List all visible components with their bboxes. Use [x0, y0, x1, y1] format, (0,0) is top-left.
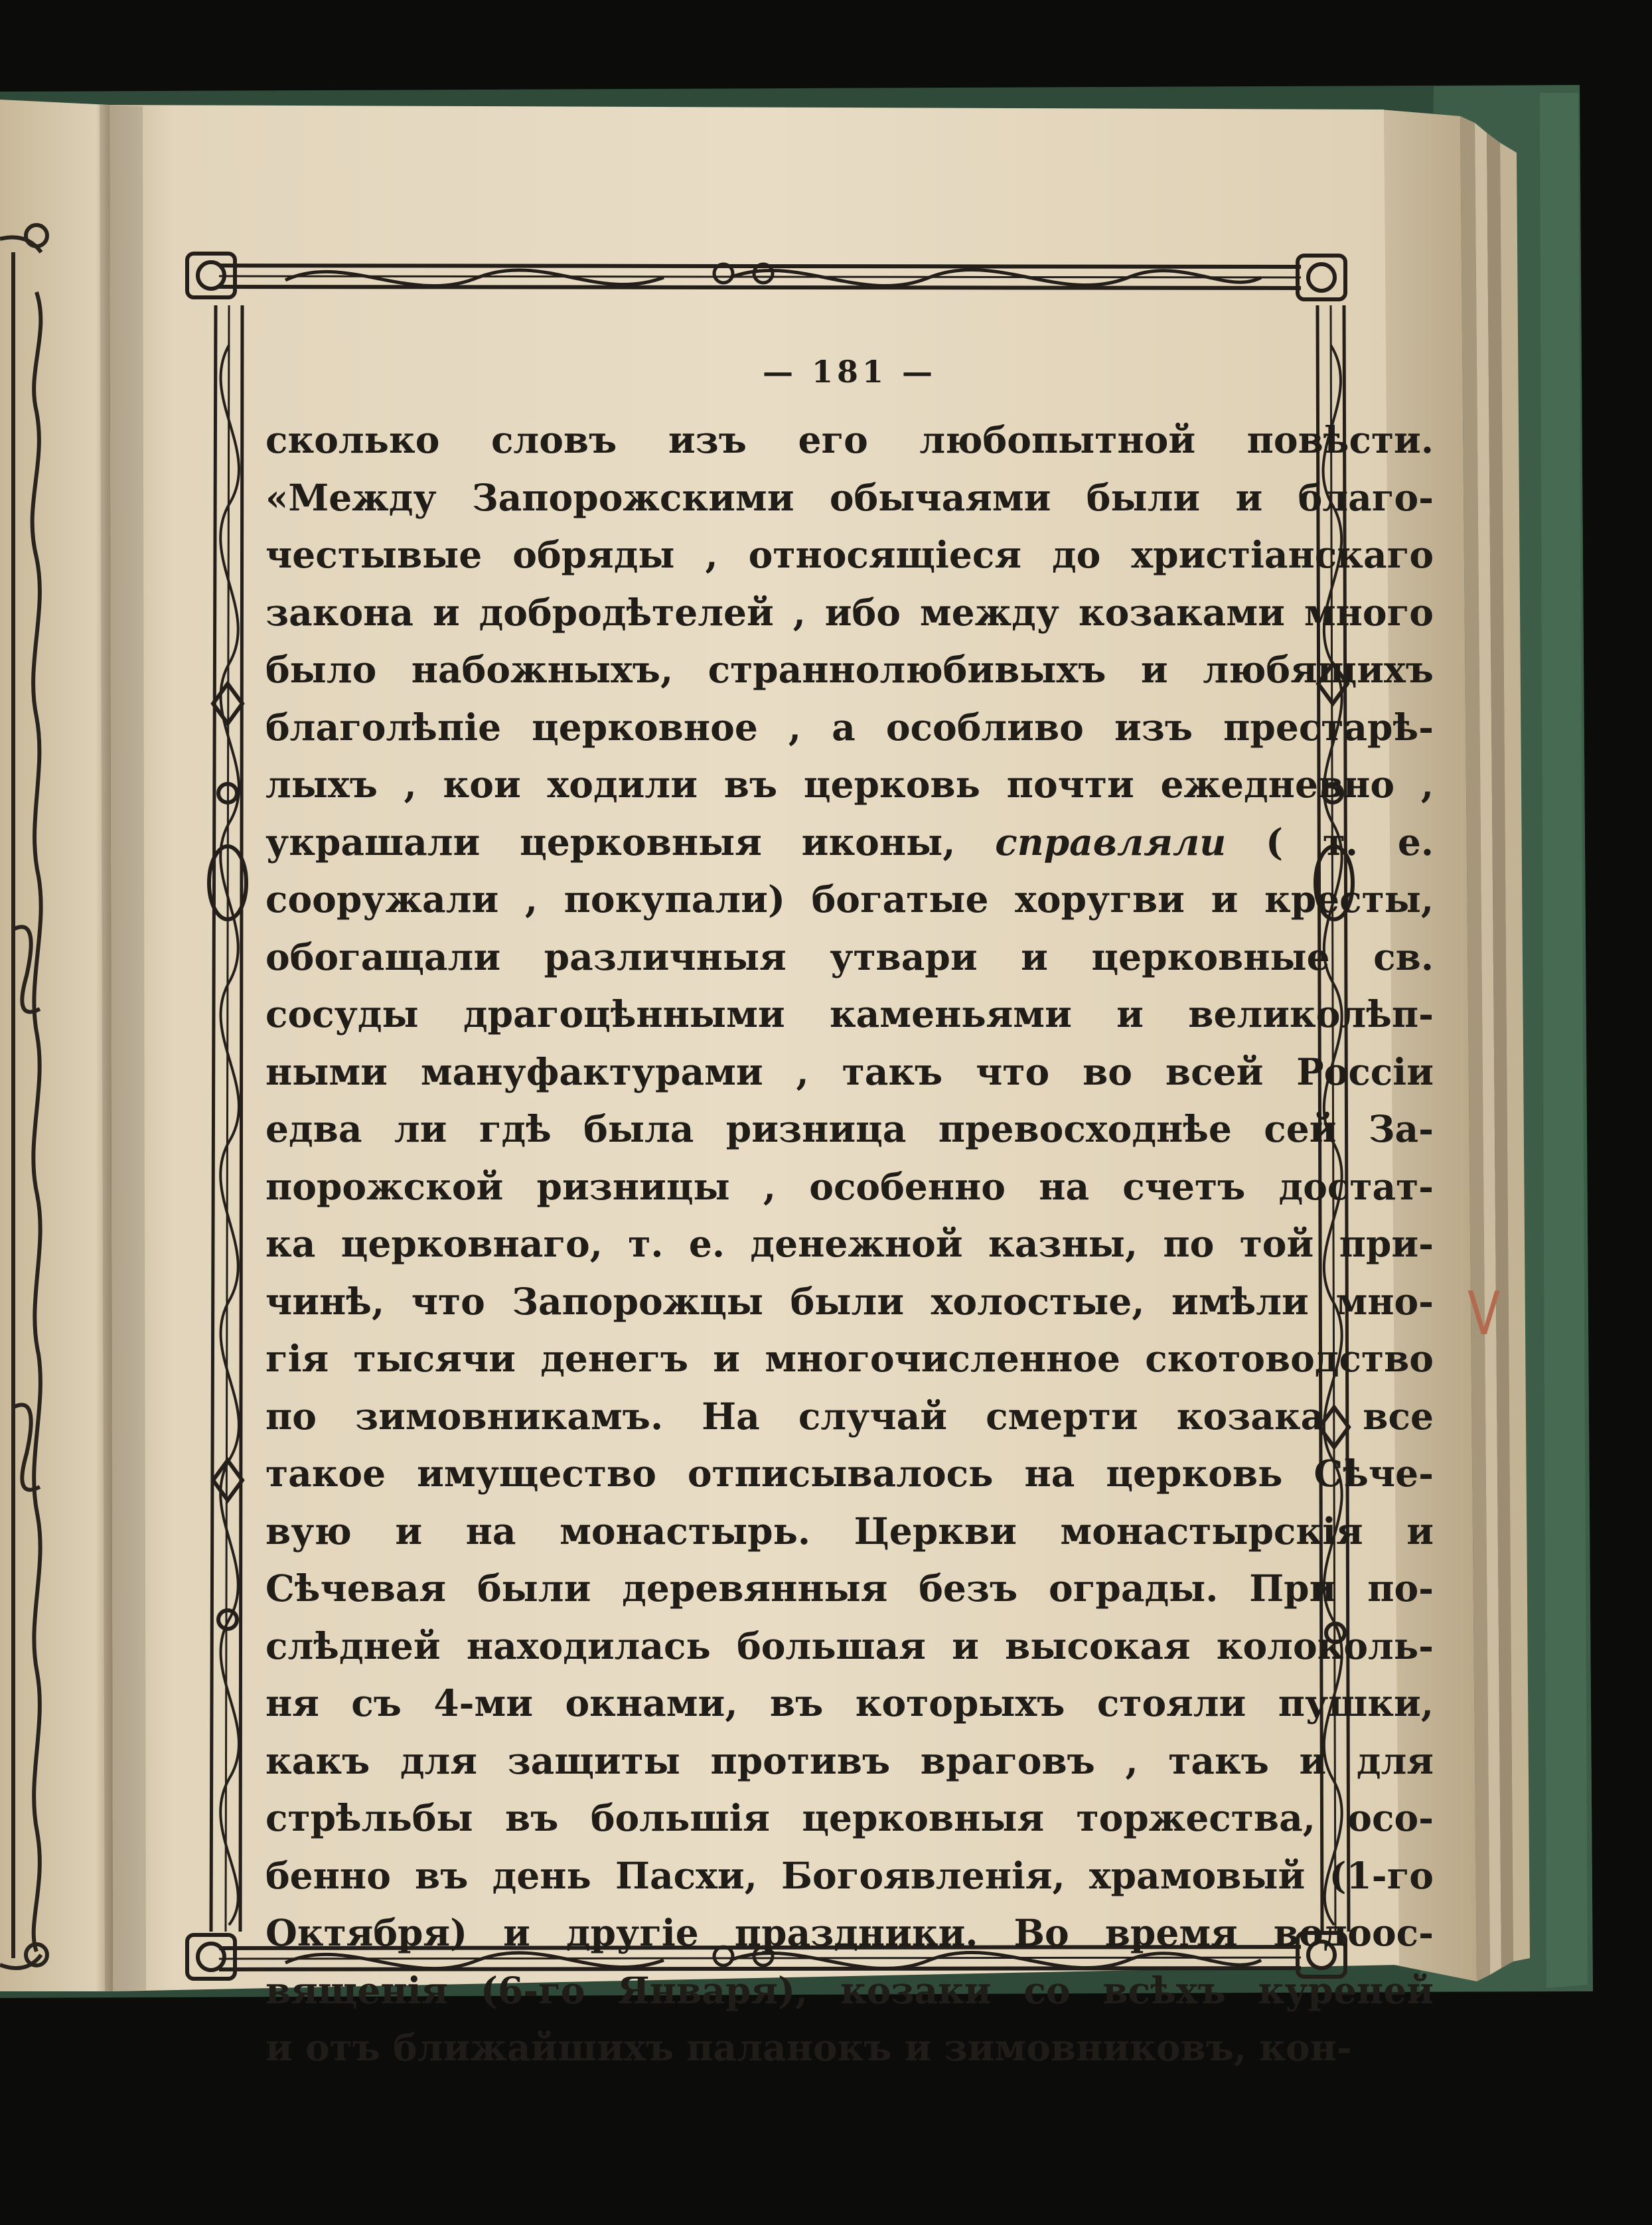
text-line: было набожныхъ, страннолюбивыхъ и любящихъ — [265, 648, 1434, 691]
text-line: чинѣ, что Запорожцы были холостые, имѣли мно- — [265, 1279, 1434, 1323]
text-line: слѣдней находилась большая и высокая колоколь- — [265, 1624, 1434, 1667]
pencil-check-mark: V — [1467, 1279, 1501, 1349]
text-line: вую и на монастырь. Церкви монастырскія и — [265, 1509, 1434, 1553]
text-line: сооружали , покупали) богатые хоругви и кресты, — [265, 878, 1434, 921]
text-line: Октября) и другіе праздники. Во время водоос- — [265, 1911, 1434, 1954]
text-line: благолѣпіе церковное , а особливо изъ престарѣ- — [265, 705, 1434, 749]
text-segment: украшали церковныя иконы, — [265, 820, 996, 864]
text-line: честывые обряды , относящіеся до христіанскаго — [265, 533, 1434, 576]
text-line: по зимовникамъ. На случай смерти козака все — [265, 1394, 1434, 1438]
text-line: едва ли гдѣ была ризница превосходнѣе сей За- — [265, 1107, 1434, 1150]
text-line: гія тысячи денегъ и многочисленное скотоводство — [265, 1337, 1434, 1380]
text-line: и отъ ближайшихъ паланокъ и зимовниковъ, кон- — [265, 2026, 1352, 2069]
text-line: «Между Запорожскими обычаями были и благо- — [265, 475, 1434, 519]
text-segment: ( т. е. — [1226, 820, 1434, 864]
text-line: сосуды драгоцѣнными каменьями и великолѣп- — [265, 992, 1434, 1036]
text-line: бенно въ день Пасхи, Богоявленія, храмовый (1-го — [265, 1853, 1434, 1897]
text-line: Сѣчевая были деревянныя безъ ограды. При по- — [265, 1567, 1434, 1610]
text-body — [265, 412, 1434, 2077]
text-line: обогащали различныя утвари и церковные св. — [265, 935, 1434, 978]
text-line: вященія (6-го Января), козаки со всѣхъ куреней — [265, 1968, 1434, 2012]
gutter-shadow — [100, 105, 146, 1991]
text-line: такое имущество отписывалось на церковь Сѣче- — [265, 1452, 1434, 1495]
page-number: — 181 — — [762, 354, 937, 390]
text-line: ными мануфактурами , такъ что во всей Россіи — [265, 1049, 1434, 1093]
text-line: лыхъ , кои ходили въ церковь почти ежедневно , — [265, 763, 1434, 806]
text-line: ка церковнаго, т. е. денежной казны, по той при- — [265, 1222, 1434, 1265]
text-line: стрѣльбы въ большія церковныя торжества, осо- — [265, 1796, 1434, 1839]
text-line: сколько словъ изъ его любопытной повѣсти. — [265, 418, 1434, 461]
text-line: ня съ 4-ми окнами, въ которыхъ стояли пушки, — [265, 1681, 1434, 1725]
text-line: какъ для защиты противъ враговъ , такъ и для — [265, 1738, 1434, 1782]
page-text — [265, 332, 1434, 2069]
text-line-with-italic — [265, 814, 1434, 872]
italic-word: справляли — [995, 820, 1227, 864]
text-line: порожской ризницы , особенно на счетъ достат- — [265, 1164, 1434, 1208]
text-line: закона и добродѣтелей , ибо между козаками много — [265, 590, 1434, 634]
left-page — [0, 100, 113, 1991]
